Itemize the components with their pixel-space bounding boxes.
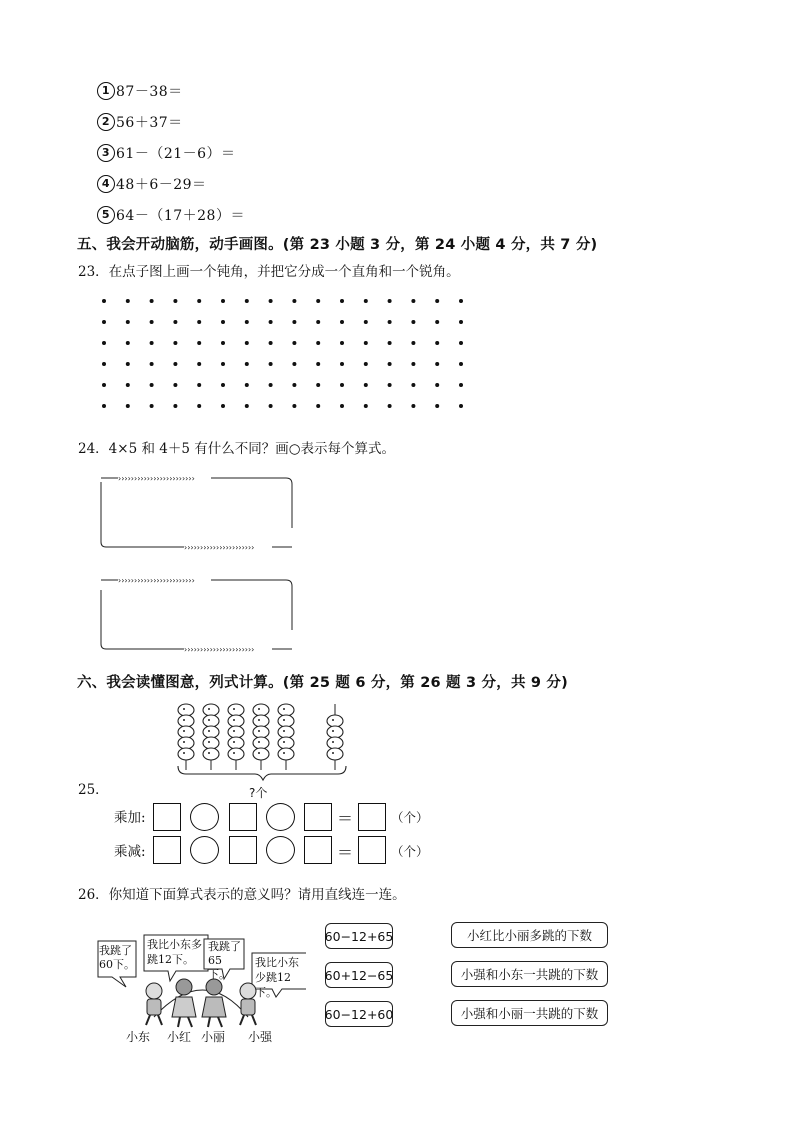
grid-dot[interactable] <box>126 404 130 408</box>
grid-dot[interactable] <box>269 341 273 345</box>
grid-dot[interactable] <box>435 299 439 303</box>
candied-haw-skewer <box>327 704 343 770</box>
grid-dot[interactable] <box>340 362 344 366</box>
question-mark-label: ?个 <box>249 786 268 800</box>
svg-text:››››››››››››››››››››››: ›››››››››››››››››››››› <box>184 543 255 552</box>
candied-haw-skewer <box>203 704 219 770</box>
grid-dot[interactable] <box>150 341 154 345</box>
grid-dot[interactable] <box>150 404 154 408</box>
grid-dot[interactable] <box>459 362 463 366</box>
grid-dot[interactable] <box>435 383 439 387</box>
grid-dot[interactable] <box>411 362 415 366</box>
grid-dot[interactable] <box>245 383 249 387</box>
grid-dot[interactable] <box>173 341 177 345</box>
grid-dot[interactable] <box>245 362 249 366</box>
grid-dot[interactable] <box>245 404 249 408</box>
expression-box-1[interactable]: 60−12+65 <box>325 923 393 949</box>
grid-dot[interactable] <box>388 383 392 387</box>
answer-box[interactable] <box>304 836 332 864</box>
grid-dot[interactable] <box>411 404 415 408</box>
circled-number: 1 <box>97 82 115 100</box>
name-xiaoli: 小丽 <box>201 1030 226 1044</box>
grid-dot[interactable] <box>197 404 201 408</box>
speech-bubble-4: 我比小东少跳12下。 <box>255 956 299 999</box>
grid-dot[interactable] <box>269 404 273 408</box>
grid-dot[interactable] <box>364 362 368 366</box>
equation-1 <box>97 81 183 101</box>
grid-dot[interactable] <box>388 320 392 324</box>
multiply-add-label: 乘加: <box>114 810 146 826</box>
grid-dot[interactable] <box>221 383 225 387</box>
grid-dot[interactable] <box>197 362 201 366</box>
grid-dot[interactable] <box>340 320 344 324</box>
unit-label: （个） <box>391 844 429 859</box>
grid-dot[interactable] <box>316 341 320 345</box>
operator-oval[interactable] <box>266 803 295 831</box>
svg-text:››››››››››››››››››››››: ›››››››››››››››››››››› <box>184 645 255 654</box>
grid-dot[interactable] <box>102 299 106 303</box>
result-box[interactable] <box>358 803 386 831</box>
name-xiaoqiang: 小强 <box>248 1030 273 1044</box>
drawing-frame-1[interactable] <box>96 468 296 552</box>
grid-dot[interactable] <box>459 320 463 324</box>
question-26: 26．你知道下面算式表示的意义吗？请用直线连一连。 <box>78 887 406 903</box>
grid-dot[interactable] <box>435 320 439 324</box>
grid-dot[interactable] <box>364 299 368 303</box>
equation-3 <box>97 143 236 163</box>
grid-dot[interactable] <box>411 299 415 303</box>
operator-oval[interactable] <box>190 803 219 831</box>
grid-dot[interactable] <box>388 362 392 366</box>
grid-dot[interactable] <box>150 299 154 303</box>
equation-4 <box>97 174 207 194</box>
grid-dot[interactable] <box>102 341 106 345</box>
grid-dot[interactable] <box>316 362 320 366</box>
answer-box[interactable] <box>229 836 257 864</box>
grid-dot[interactable] <box>173 383 177 387</box>
answer-box[interactable] <box>229 803 257 831</box>
grid-dot[interactable] <box>411 341 415 345</box>
grid-dot[interactable] <box>102 404 106 408</box>
skewer-illustration <box>160 700 360 788</box>
candied-haw-skewer <box>278 704 294 770</box>
equals-sign: ＝ <box>337 809 354 828</box>
multiply-subtract-label: 乘减: <box>114 844 146 860</box>
equation-text: 87－38＝ <box>116 84 183 100</box>
candied-haw-skewer <box>178 704 194 770</box>
grid-dot[interactable] <box>197 383 201 387</box>
dot-grid[interactable] <box>100 297 470 412</box>
circled-number: 3 <box>97 144 115 162</box>
equation-text: 48＋6－29＝ <box>116 177 207 193</box>
grid-dot[interactable] <box>173 362 177 366</box>
grid-dot[interactable] <box>150 320 154 324</box>
grid-dot[interactable] <box>388 299 392 303</box>
grid-dot[interactable] <box>459 383 463 387</box>
grid-dot[interactable] <box>102 320 106 324</box>
grid-dot[interactable] <box>316 299 320 303</box>
answer-box[interactable] <box>304 803 332 831</box>
answer-box[interactable] <box>153 803 181 831</box>
circled-number: 4 <box>97 175 115 193</box>
grid-dot[interactable] <box>269 320 273 324</box>
grid-dot[interactable] <box>150 362 154 366</box>
grid-dot[interactable] <box>269 362 273 366</box>
grid-dot[interactable] <box>340 383 344 387</box>
circled-number: 5 <box>97 206 115 224</box>
grid-dot[interactable] <box>245 341 249 345</box>
grid-dot[interactable] <box>459 299 463 303</box>
grid-dot[interactable] <box>292 383 296 387</box>
candied-haw-skewer <box>228 704 244 770</box>
drawing-frame-2[interactable] <box>96 570 296 654</box>
meaning-box-2[interactable]: 小强和小东一共跳的下数 <box>451 961 608 987</box>
grid-dot[interactable] <box>292 320 296 324</box>
grid-dot[interactable] <box>364 341 368 345</box>
grid-dot[interactable] <box>221 404 225 408</box>
grid-dot[interactable] <box>173 320 177 324</box>
grid-dot[interactable] <box>340 404 344 408</box>
grid-dot[interactable] <box>269 299 273 303</box>
equation-text: 64－（17＋28）＝ <box>116 208 245 224</box>
grid-dot[interactable] <box>340 299 344 303</box>
expression-box-2[interactable]: 60+12−65 <box>325 962 393 988</box>
meaning-box-3[interactable]: 小强和小丽一共跳的下数 <box>451 1000 608 1026</box>
grid-dot[interactable] <box>411 383 415 387</box>
candied-haw-skewer <box>253 704 269 770</box>
grid-dot[interactable] <box>173 404 177 408</box>
grid-dot[interactable] <box>126 362 130 366</box>
equals-sign: ＝ <box>337 843 354 862</box>
grid-dot[interactable] <box>126 299 130 303</box>
grid-dot[interactable] <box>388 404 392 408</box>
grid-dot[interactable] <box>173 299 177 303</box>
grid-dot[interactable] <box>459 404 463 408</box>
equation-text: 56＋37＝ <box>116 115 183 131</box>
grid-dot[interactable] <box>197 341 201 345</box>
question-24: 24．4×5 和 4＋5 有什么不同？画○表示每个算式。 <box>78 441 395 457</box>
grid-dot[interactable] <box>364 404 368 408</box>
section-6-title: 六、我会读懂图意，列式计算。(第 25 题 6 分，第 26 题 3 分，共 9 分) <box>77 675 568 691</box>
grid-dot[interactable] <box>102 383 106 387</box>
answer-box[interactable] <box>153 836 181 864</box>
speech-bubble-3: 我跳了65下。 <box>208 940 241 981</box>
grid-dot[interactable] <box>102 362 106 366</box>
section-5-title: 五、我会开动脑筋，动手画图。(第 23 小题 3 分，第 24 小题 4 分，共 7 分) <box>77 237 598 253</box>
grid-dot[interactable] <box>292 404 296 408</box>
operator-oval[interactable] <box>190 836 219 864</box>
grid-dot[interactable] <box>316 404 320 408</box>
question-23: 23．在点子图上画一个钝角，并把它分成一个直角和一个锐角。 <box>78 264 460 280</box>
speech-bubble-1: 我跳了60下。 <box>99 944 135 971</box>
grid-dot[interactable] <box>221 299 225 303</box>
grid-dot[interactable] <box>126 341 130 345</box>
grid-dot[interactable] <box>435 362 439 366</box>
grid-dot[interactable] <box>364 383 368 387</box>
name-xiaohong: 小红 <box>167 1030 192 1044</box>
result-box[interactable] <box>358 836 386 864</box>
name-xiaodong: 小东 <box>126 1030 151 1044</box>
svg-text:››››››››››››››››››››››››: ›››››››››››››››››››››››› <box>118 576 195 585</box>
grid-dot[interactable] <box>150 383 154 387</box>
grid-dot[interactable] <box>292 362 296 366</box>
grid-dot[interactable] <box>411 320 415 324</box>
equation-2 <box>97 112 183 132</box>
grid-dot[interactable] <box>340 341 344 345</box>
grid-dot[interactable] <box>292 341 296 345</box>
brace <box>178 766 346 780</box>
unit-label: （个） <box>391 810 429 825</box>
question-25-number: 25． <box>78 782 109 798</box>
grid-dot[interactable] <box>292 299 296 303</box>
grid-dot[interactable] <box>459 341 463 345</box>
grid-dot[interactable] <box>245 299 249 303</box>
grid-dot[interactable] <box>316 383 320 387</box>
grid-dot[interactable] <box>126 383 130 387</box>
speech-bubble-2: 我比小东多跳12下。 <box>147 938 202 966</box>
equation-5 <box>97 205 245 225</box>
operator-oval[interactable] <box>266 836 295 864</box>
grid-dot[interactable] <box>316 320 320 324</box>
grid-dot[interactable] <box>197 320 201 324</box>
grid-dot[interactable] <box>197 299 201 303</box>
grid-dot[interactable] <box>221 341 225 345</box>
grid-dot[interactable] <box>435 404 439 408</box>
grid-dot[interactable] <box>126 320 130 324</box>
grid-dot[interactable] <box>435 341 439 345</box>
kids-illustration <box>96 925 306 1045</box>
meaning-box-1[interactable]: 小红比小丽多跳的下数 <box>451 922 608 948</box>
grid-dot[interactable] <box>221 320 225 324</box>
grid-dot[interactable] <box>269 383 273 387</box>
grid-dot[interactable] <box>221 362 225 366</box>
svg-text:››››››››››››››››››››››››: ›››››››››››››››››››››››› <box>118 474 195 483</box>
grid-dot[interactable] <box>388 341 392 345</box>
grid-dot[interactable] <box>364 320 368 324</box>
grid-dot[interactable] <box>245 320 249 324</box>
circled-number: 2 <box>97 113 115 131</box>
expression-box-3[interactable]: 60−12+60 <box>325 1001 393 1027</box>
equation-text: 61－（21－6）＝ <box>116 146 236 162</box>
